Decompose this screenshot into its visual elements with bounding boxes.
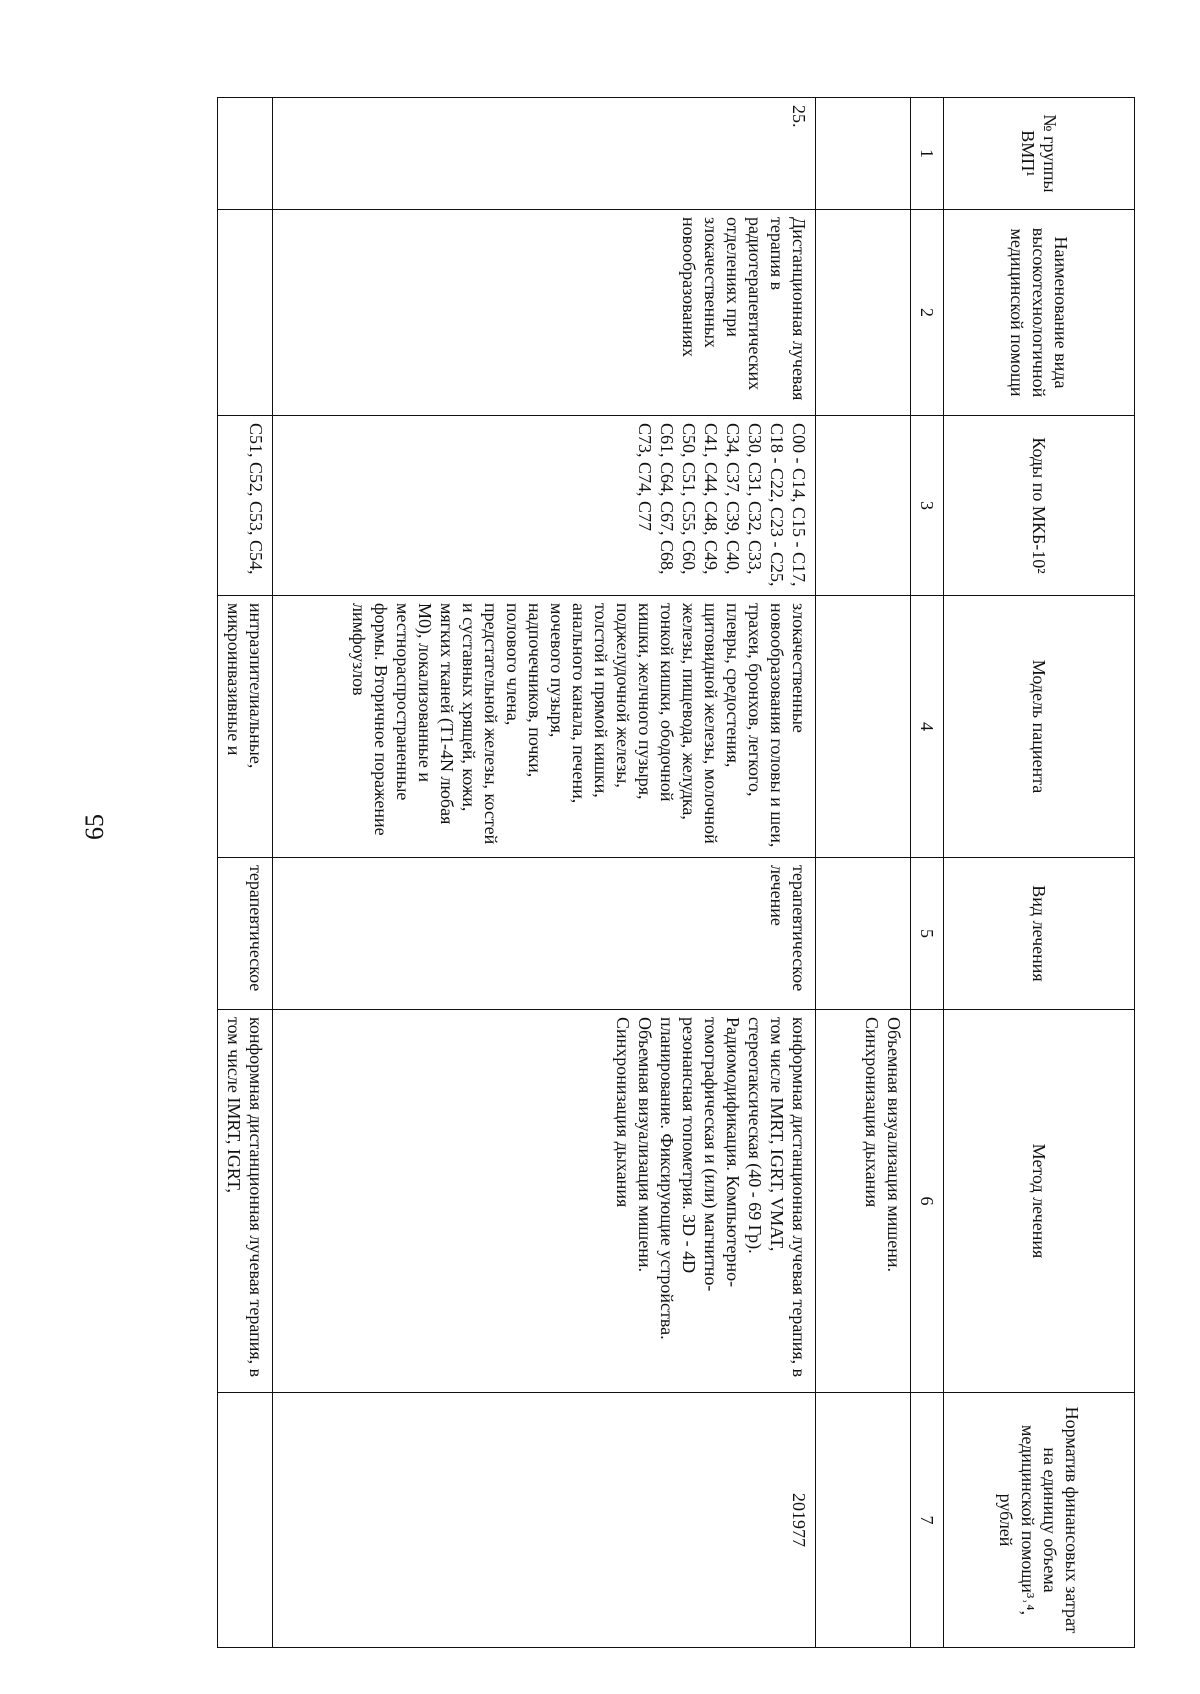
table-row	[273, 98, 816, 1648]
column-number-row	[911, 98, 944, 1648]
cell-cost-standard: 201977	[273, 1393, 816, 1648]
cell-icd-codes: C51, C52, C53, C54,	[218, 416, 273, 596]
cell-group-no	[816, 98, 911, 210]
header-treatment-method: Метод лечения	[944, 1010, 1135, 1393]
column-number: 5	[911, 858, 944, 1010]
cell-icd-codes	[816, 416, 911, 596]
cell-treatment-method: конформная дистанционная лучевая терапия, в том числе IMRT, IGRT, VMAT, стереотаксическая (40 - 69 Гр). Радиомодификация. Компьютерно-томографическая и (или) магнитно-резонансная топометрия. 3D - 4D планирование. Фиксирующие устройства. Объемная визуализация мишени. Синхронизация дыхания	[273, 1010, 816, 1393]
cell-patient-model	[816, 596, 911, 858]
table-row	[218, 98, 273, 1648]
header-vmp-name: Наименование вида высокотехнологичной медицинской помощи	[944, 210, 1135, 416]
header-cost-standard: Норматив финансовых затрат на единицу объема медицинской помощи³˒⁴, рублей	[944, 1393, 1135, 1648]
cell-treatment-method: Объемная визуализация мишени. Синхронизация дыхания	[816, 1010, 911, 1393]
cell-treatment-type: терапевтическое	[218, 858, 273, 1010]
column-number: 3	[911, 416, 944, 596]
cell-treatment-type: терапевтическое лечение	[273, 858, 816, 1010]
cell-group-no	[218, 98, 273, 210]
cell-vmp-name: Дистанционная лучевая терапия в радиотерапевтических отделениях при злокачественных новообразованиях	[273, 210, 816, 416]
column-number: 4	[911, 596, 944, 858]
header-patient-model: Модель пациента	[944, 596, 1135, 858]
vmp-table	[217, 97, 1135, 1648]
cell-vmp-name	[816, 210, 911, 416]
cell-patient-model: интраэпителиальные, микроинвазивные и	[218, 596, 273, 858]
rotated-table-wrapper	[170, 97, 1135, 1647]
cell-icd-codes: C00 - C14, C15 - C17, C18 - C22, C23 - C25, C30, C31, C32, C33, C34, C37, C39, C40, C41, C44, C48, C49, C50, C51, C55, C60, C61, C64, C67, C68, C73, C74, C77	[273, 416, 816, 596]
header-row	[944, 98, 1135, 1648]
header-icd-codes: Коды по МКБ-10²	[944, 416, 1135, 596]
page-number: 65	[80, 814, 109, 840]
cell-group-no: 25.	[273, 98, 816, 210]
header-group-no: № группы ВМП¹	[944, 98, 1135, 210]
cell-cost-standard	[218, 1393, 273, 1648]
cell-treatment-type	[816, 858, 911, 1010]
cell-patient-model: злокачественные новообразования головы и шеи, трахеи, бронхов, легкого, плевры, средостения, щитовидной железы, молочной железы, пищевода, желудка, тонкой кишки, ободочной кишки, желчного пузыря, поджелудочной железы, толстой и прямой кишки, анального канала, печени, мочевого пузыря, надпочечников, почки, полового члена, предстательной железы, костей и суставных хрящей, кожи, мягких тканей (T1-4N любая M0), локализованные и местнораспространенные формы. Вторичное поражение лимфоузлов	[273, 596, 816, 858]
table-row	[816, 98, 911, 1648]
column-number: 6	[911, 1010, 944, 1393]
cell-treatment-method: конформная дистанционная лучевая терапия, в том числе IMRT, IGRT,	[218, 1010, 273, 1393]
cell-vmp-name	[218, 210, 273, 416]
column-number: 2	[911, 210, 944, 416]
header-treatment-type: Вид лечения	[944, 858, 1135, 1010]
column-number: 1	[911, 98, 944, 210]
cell-cost-standard	[816, 1393, 911, 1648]
column-number: 7	[911, 1393, 944, 1648]
